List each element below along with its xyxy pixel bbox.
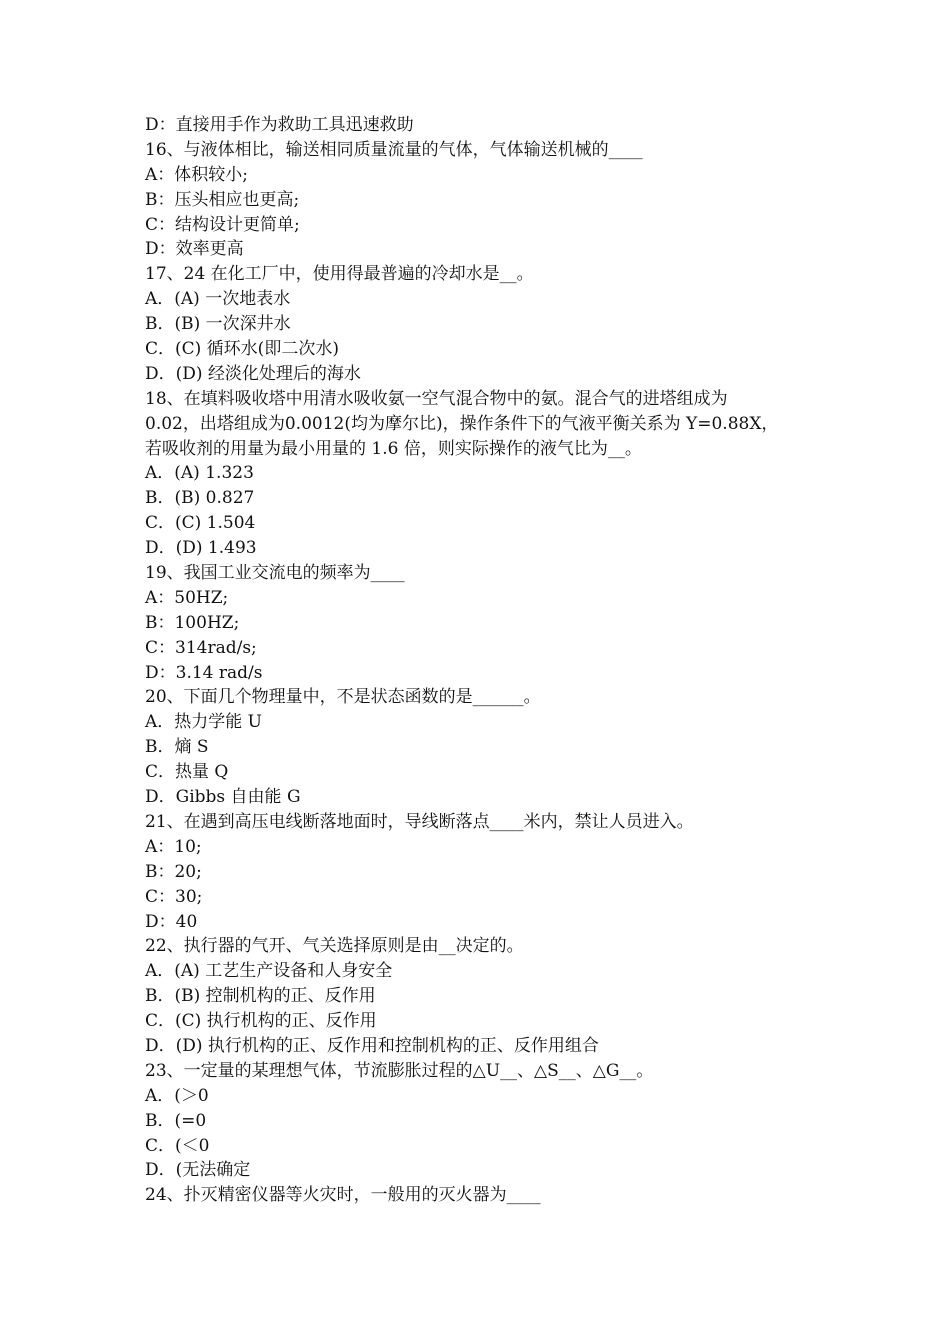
question-line: 16、与液体相比，输送相同质量流量的气体，气体输送机械的____ — [145, 139, 643, 160]
option-line: A．(A) 工艺生产设备和人身安全 — [145, 961, 393, 982]
option-line: D．(D) 执行机构的正、反作用和控制机构的正、反作用组合 — [145, 1035, 599, 1056]
option-line: D．Gibbs 自由能 G — [145, 787, 301, 808]
question-line: 22、执行器的气开、气关选择原则是由__决定的。 — [145, 936, 524, 957]
option-line: C．(＜0 — [145, 1135, 210, 1156]
option-line: B．(B) 一次深井水 — [145, 314, 291, 335]
option-line: C：314rad/s; — [145, 637, 257, 658]
option-line: B．熵 S — [145, 737, 209, 758]
option-line: C．(C) 执行机构的正、反作用 — [145, 1011, 377, 1032]
option-line: A：10; — [145, 836, 202, 857]
question-line: 20、下面几个物理量中，不是状态函数的是______。 — [145, 687, 541, 708]
option-line: B．(B) 0.827 — [145, 488, 255, 509]
document-body — [145, 113, 815, 1208]
option-line: B：20; — [145, 861, 202, 882]
option-line: C．热量 Q — [145, 762, 229, 783]
option-line: C：结构设计更简单; — [145, 214, 300, 235]
option-line: A：体积较小; — [145, 164, 249, 185]
option-line: D：效率更高 — [145, 239, 244, 260]
option-line: B．(=0 — [145, 1110, 207, 1131]
option-line: B．(B) 控制机构的正、反作用 — [145, 986, 376, 1007]
option-line: A．(A) 1.323 — [145, 463, 254, 484]
question-line: 若吸收剂的用量为最小用量的 1.6 倍，则实际操作的液气比为__。 — [145, 438, 642, 459]
question-line: 19、我国工业交流电的频率为____ — [145, 563, 405, 584]
option-line: C．(C) 循环水(即二次水) — [145, 339, 339, 360]
option-line: D．(无法确定 — [145, 1160, 251, 1181]
option-line: D．(D) 经淡化处理后的海水 — [145, 363, 361, 384]
option-line: B：100HZ; — [145, 612, 240, 633]
option-line: C．(C) 1.504 — [145, 513, 256, 534]
question-line: 18、在填料吸收塔中用清水吸收氨一空气混合物中的氨。混合气的进塔组成为 — [145, 388, 728, 409]
question-line: 21、在遇到高压电线断落地面时，导线断落点____米内，禁让人员进入。 — [145, 811, 694, 832]
option-line: D．(D) 1.493 — [145, 538, 257, 559]
option-line: A．(A) 一次地表水 — [145, 289, 291, 310]
option-line: A．(＞0 — [145, 1085, 209, 1106]
option-line: C：30; — [145, 886, 203, 907]
option-line: A．热力学能 U — [145, 712, 263, 733]
option-line: B：压头相应也更高; — [145, 189, 300, 210]
question-line: 0.02，出塔组成为0.0012(均为摩尔比)，操作条件下的气液平衡关系为 Y=0.88X， — [145, 413, 779, 434]
option-line: D：40 — [145, 911, 198, 932]
question-line: 23、一定量的某理想气体，节流膨胀过程的△U__、△S__、△G__。 — [145, 1060, 654, 1081]
option-line: A：50HZ; — [145, 587, 229, 608]
option-line: D：直接用手作为救助工具迅速救助 — [145, 115, 414, 135]
option-line: D：3.14 rad/s — [145, 662, 263, 683]
question-line: 24、扑灭精密仪器等火灾时，一般用的灭火器为____ — [145, 1185, 541, 1206]
question-line: 17、24 在化工厂中，使用得最普遍的冷却水是__。 — [145, 264, 534, 285]
